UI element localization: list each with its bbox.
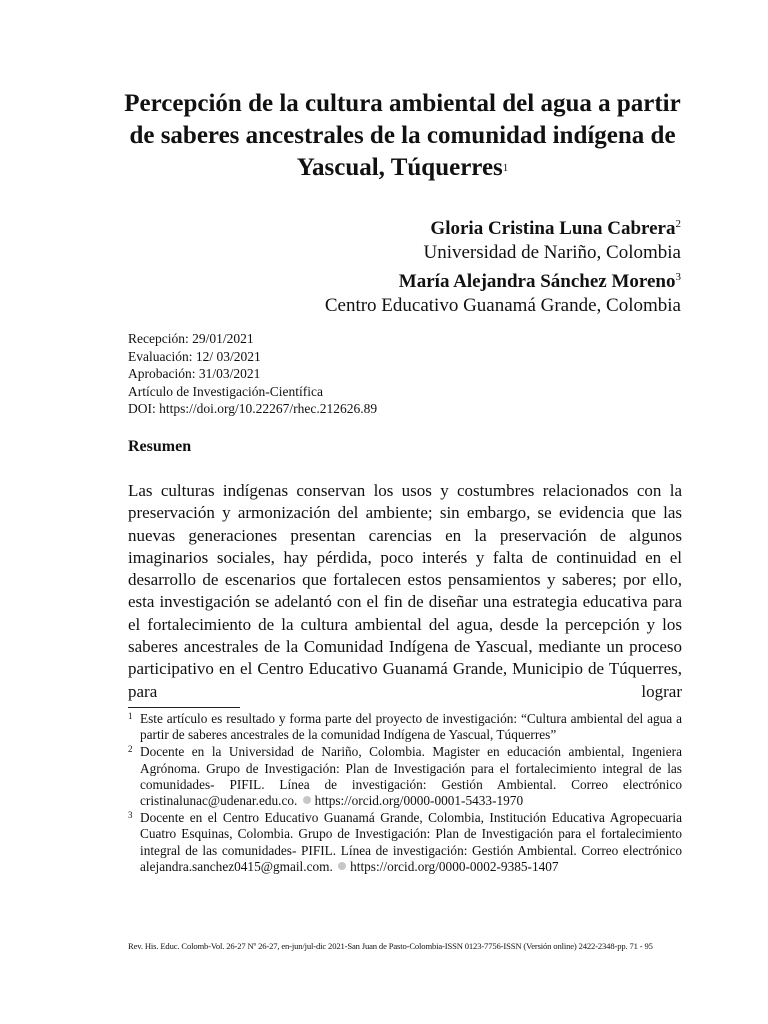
- title-footnote-mark: 1: [502, 162, 509, 174]
- footnotes: [128, 711, 682, 876]
- orcid-icon: [303, 796, 311, 804]
- orcid-link[interactable]: https://orcid.org/0000-0001-5433-1970: [314, 793, 524, 809]
- abstract-text: Las culturas indígenas conservan los usos y costumbres relacionados con la preservación y armonización del ambiente; sin embargo, se evidencia que las nuevas generaciones presentan carencias en la preservación de algunos imaginarios sociales, hay pérdida, poco interés y falta de continuidad en el desarrollo de escenarios que fortalecen estos pensamientos y saberes; por ello, esta investigación se adelantó con el fin de diseñar una estrategia educativa para el fortalecimiento de la cultura ambiental del agua, desde la percepción y los saberes ancestrales de la Comunidad Indígena de Yascual, mediante un proceso participativo en el Centro Educativo Guanamá Grande, Municipio de Túquerres, para lograr: [128, 481, 682, 701]
- author-affiliation-1: Universidad de Nariño, Colombia: [423, 242, 681, 263]
- footnote-2: [128, 744, 682, 809]
- footnote-text: Este artículo es resultado y forma parte del proyecto de investigación: “Cultura ambiental del agua a partir de saberes ancestrales de la comunidad Indígena de Yascual, Túquerres”: [140, 711, 682, 743]
- article-metadata: [128, 330, 377, 418]
- author-mark-2: 3: [675, 271, 681, 283]
- journal-footer: Rev. His. Educ. Colomb-Vol. 26-27 Nº 26-27, en-jun/jul-dic 2021-San Juan de Pasto-Colombia-ISSN 0123-7756-ISSN (Versión online) 2422-2348-pp. 71 - 95: [128, 941, 653, 951]
- footnote-number: 3: [128, 810, 133, 821]
- evaluated-date: Evaluación: 12/ 03/2021: [128, 348, 261, 364]
- approved-date: Aprobación: 31/03/2021: [128, 366, 261, 381]
- abstract-heading: Resumen: [128, 438, 192, 455]
- article-title-text: Percepción de la cultura ambiental del agua a partir de saberes ancestrales de la comunidad indígena de Yascual, Túquerres: [124, 90, 681, 181]
- author-name-2: María Alejandra Sánchez Moreno: [398, 271, 676, 292]
- author-affiliation-2: Centro Educativo Guanamá Grande, Colombia: [324, 295, 681, 316]
- footnote-text: Docente en el Centro Educativo Guanamá Grande, Colombia, Institución Educativa Agropecuaria Cuatro Esquinas, Colombia. Grupo de Investigación: Plan de Investigación para el fortalecimiento integral de las comunidades- PIFIL. Línea de investigación: Gestión Ambiental. Correo electrónico alejandra.sanchez0415@gmail.com.: [140, 810, 682, 874]
- orcid-link[interactable]: https://orcid.org/0000-0002-9385-1407: [350, 858, 559, 874]
- author-block: [325, 212, 681, 318]
- footnote-1: [128, 711, 682, 743]
- footnote-number: 2: [128, 744, 133, 755]
- author-mark-1: 2: [675, 218, 681, 230]
- article-type: Artículo de Investigación-Científica: [128, 383, 323, 399]
- orcid-icon: [338, 862, 346, 870]
- article-title: [110, 88, 695, 184]
- author-name-1: Gloria Cristina Luna Cabrera: [430, 218, 676, 239]
- footnote-text: Docente en la Universidad de Nariño, Colombia. Magister en educación ambiental, Ingeniera Agrónoma. Grupo de Investigación: Plan de Investigación para el fortalecimiento integral de las comunidades- PIFIL. Línea de investigación: Gestión Ambiental. Correo electrónico cristinalunac@udenar.edu.co.: [140, 744, 682, 809]
- doi-link[interactable]: DOI: https://doi.org/10.22267/rhec.212626.89: [128, 401, 378, 416]
- received-date: Recepción: 29/01/2021: [128, 331, 254, 346]
- footnote-number: 1: [128, 711, 133, 721]
- footnote-divider: [128, 707, 240, 708]
- footnote-3: [128, 810, 682, 875]
